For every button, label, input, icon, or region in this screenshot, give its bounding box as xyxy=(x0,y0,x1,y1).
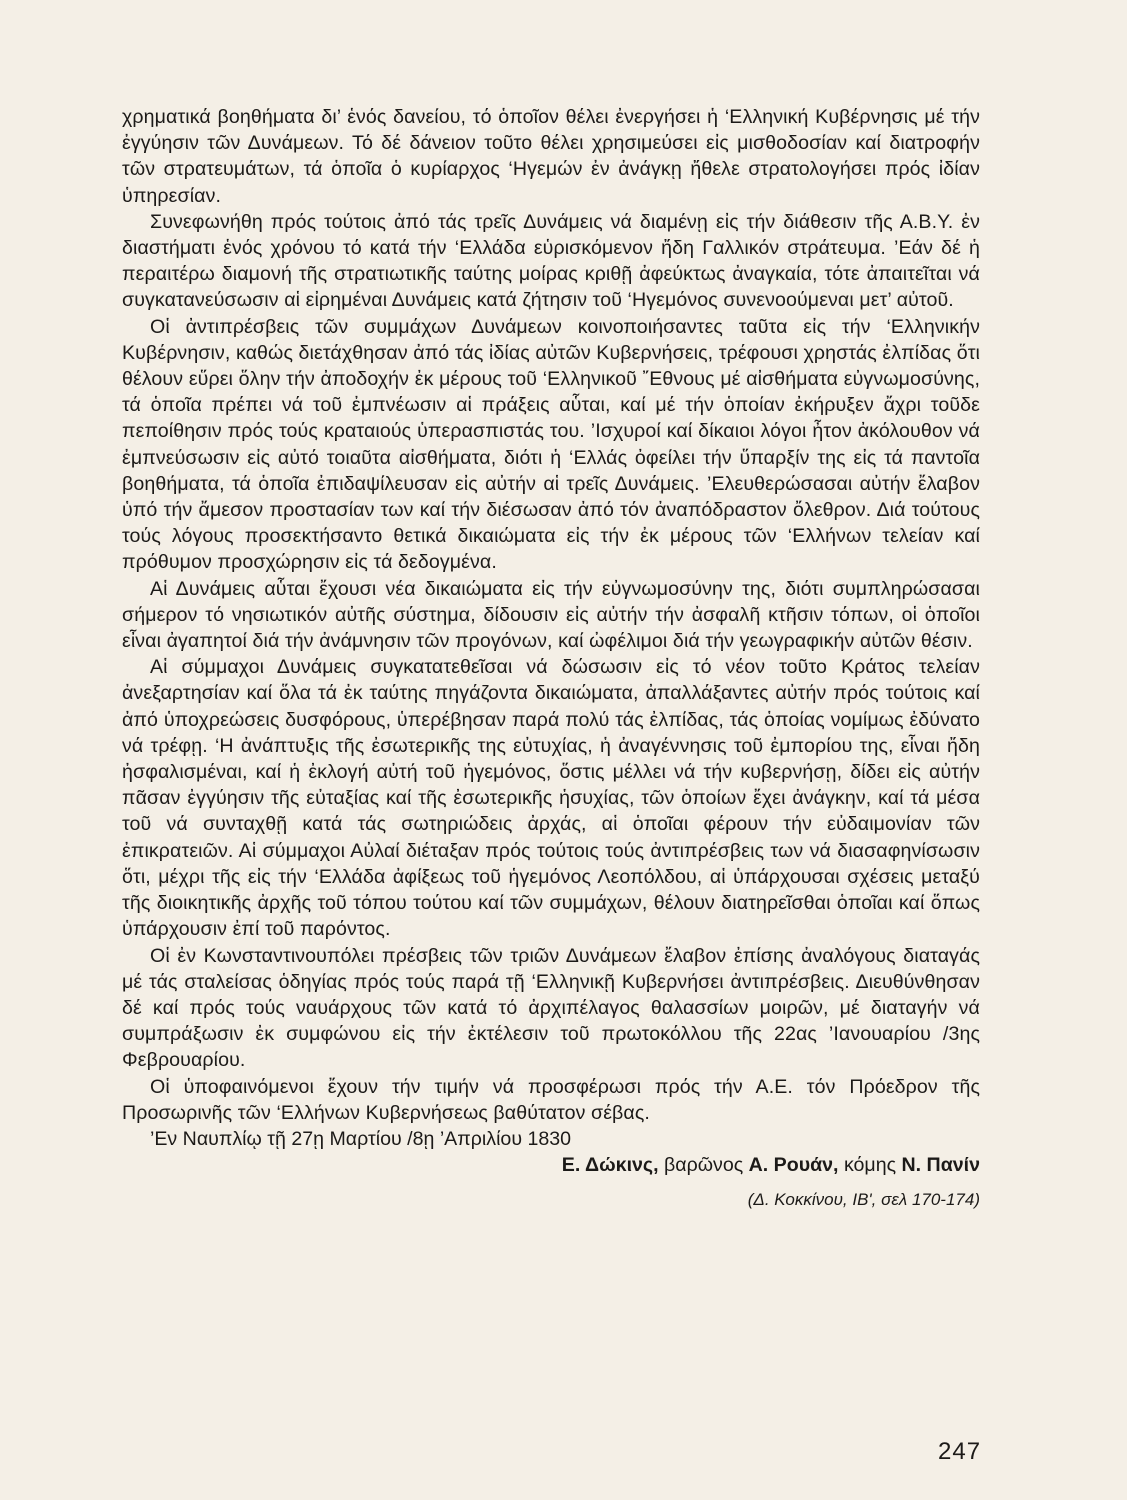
document-body xyxy=(122,104,980,1212)
paragraph-2: Συνεφωνήθη πρός τούτοις ἀπό τάς τρεῖς Δυνάμεις νά διαμένῃ εἰς τήν διάθεσιν τῆς Α.Β.Υ. ἐν διαστήματι ἑνός χρόνου τό κατά τήν ‘Ελλάδα εὑρισκόμενον ἤδη Γαλλικόν στράτευμα. ’Εάν δέ ἡ περαιτέρω διαμονή τῆς στρατιωτικῆς ταύτης μοίρας κριθῇ ἀφεύκτως ἀναγκαία, τότε ἀπαιτεῖται νά συγκατανεύσωσιν αἱ εἰρημέναι Δυνάμεις κατά ζήτησιν τοῦ ‘Ηγεμόνος συνενοούμεναι μετ’ αὐτοῦ. xyxy=(122,210,980,312)
paragraph-6: Οἱ ἐν Κωνσταντινουπόλει πρέσβεις τῶν τριῶν Δυνάμεων ἔλαβον ἐπίσης ἀναλόγους διαταγάς μέ τάς σταλείσας ὁδηγίας πρός τούς παρά τῇ ‘Ελληνικῇ Κυβερνήσει ἀντιπρέσβεις. Διευθύνθησαν δέ καί πρός τούς ναυάρχους τῶν κατά τό ἀρχιπέλαγος θαλασσίων μοιρῶν, μέ διαταγήν νά συμπράξωσιν ἐκ συμφώνου εἰς τήν ἐκτέλεσιν τοῦ πρωτοκόλλου τῆς 22ας ’Ιανουαρίου /3ης Φεβρουαρίου. xyxy=(122,944,980,1072)
paragraph-1: χρηματικά βοηθήματα δι’ ἑνός δανείου, τό ὁποῖον θέλει ἐνεργήσει ἡ ‘Ελληνική Κυβέρνησις μέ τήν ἐγγύησιν τῶν Δυνάμεων. Τό δέ δάνειον τοῦτο θέλει χρησιμεύσει εἰς μισθοδοσίαν καί διατροφήν τῶν στρατευμάτων, τά ὁποῖα ὁ κυρίαρχος ‘Ηγεμών ἐν ἀνάγκῃ ἤθελε στρατολογήσει πρός ἰδίαν ὑπηρεσίαν. xyxy=(122,106,980,207)
paragraph-3: Οἱ ἀντιπρέσβεις τῶν συμμάχων Δυνάμεων κοινοποιήσαντες ταῦτα εἰς τήν ‘Ελληνικήν Κυβέρνησιν, καθώς διετάχθησαν ἀπό τάς ἰδίας αὐτῶν Κυβερνήσεις, τρέφουσι χρηστάς ἐλπίδας ὅτι θέλουν εὕρει ὅλην τήν ἀποδοχήν ἐκ μέρους τοῦ ‘Ελληνικοῦ ῎Εθνους μέ αἰσθήματα εὐγνωμοσύνης, τά ὁποῖα πρέπει νά τοῦ ἐμπνέωσιν αἱ πράξεις αὗται, καί μέ τήν ὁποίαν ἐκήρυξεν ἄχρι τοῦδε πεποίθησιν πρός τούς κραταιούς ὑπερασπιστάς του. ’Ισχυροί καί δίκαιοι λόγοι ἦτον ἀκόλουθον νά ἐμπνεύσωσιν εἰς αὐτό τοιαῦτα αἰσθήματα, διότι ἡ ‘Ελλάς ὀφείλει τήν ὕπαρξίν της εἰς τά παντοῖα βοηθήματα, τά ὁποῖα ἐπιδαψίλευσαν εἰς αὐτήν αἱ τρεῖς Δυνάμεις. ’Ελευθερώσασαι αὐτήν ἔλαβον ὑπό τήν ἄμεσον προστασίαν των καί τήν διέσωσαν ἀπό τόν ἀναπόδραστον ὄλεθρον. Διά τούτους τούς λόγους προσεκτήσαντο θετικά δικαιώματα εἰς τήν ἐκ μέρους τῶν ‘Ελλήνων τελείαν καί πρόθυμον προσχώρησιν εἰς τά δεδογμένα. xyxy=(122,315,980,574)
source-citation: (Δ. Κοκκίνου, ΙΒ', σελ 170-174) xyxy=(747,1190,980,1210)
paragraph-4: Αἱ Δυνάμεις αὗται ἔχουσι νέα δικαιώματα εἰς τήν εὐγνωμοσύνην της, διότι συμπληρώσασαι σήμερον τό νησιωτικόν αὐτῆς σύστημα, δίδουσιν εἰς αὐτήν τήν ἀσφαλῆ κτῆσιν τόπων, οἱ ὁποῖοι εἶναι ἀγαπητοί διά τήν ἀνάμνησιν τῶν προγόνων, καί ὠφέλιμοι διά τήν γεωγραφικήν αὐτῶν θέσιν. xyxy=(122,577,980,653)
signatory-title-count: κόμης xyxy=(843,1154,897,1177)
page-number: 247 xyxy=(938,1438,982,1465)
signature-line xyxy=(122,1152,980,1178)
paragraph-5: Αἱ σύμμαχοι Δυνάμεις συγκατατεθεῖσαι νά δώσωσιν εἰς τό νέον τοῦτο Κράτος τελείαν ἀνεξαρτησίαν καί ὅλα τά ἐκ ταύτης πηγάζοντα δικαιώματα, ἀπαλλάξαντες αὐτήν πρός τούτοις καί ἀπό ὑποχρεώσεις δυσφόρους, ὑπερέβησαν παρά πολύ τάς ἐλπίδας, τάς ὁποίας νομίμως ἐδύνατο νά τρέφῃ. ‘Η ἀνάπτυξις τῆς ἐσωτερικῆς της εὐτυχίας, ἡ ἀναγέννησις τοῦ ἐμπορίου της, εἶναι ἤδη ἠσφαλισμέναι, καί ἡ ἐκλογή αὐτή τοῦ ἡγεμόνος, ὅστις μέλλει νά τήν κυβερνήσῃ, δίδει εἰς αὐτήν πᾶσαν ἐγγύησιν τῆς εὐταξίας καί τῆς ἐσωτερικῆς ἡσυχίας, τῶν ὁποίων ἔχει ἀνάγκην, καί τά μέσα τοῦ νά συνταχθῇ κατά τάς σωτηριώδεις ἀρχάς, αἱ ὁποῖαι φέρουν τήν εὐδαιμονίαν τῶν ἐπικρατειῶν. Αἱ σύμμαχοι Αὐλαί διέταξαν πρός τούτοις τούς ἀντιπρέσβεις των νά διασαφηνίσωσιν ὅτι, μέχρι τῆς εἰς τήν ‘Ελλάδα ἀφίξεως τοῦ ἡγεμόνος Λεοπόλδου, αἱ ὑπάρχουσαι σχέσεις μεταξύ τῆς διοικητικῆς ἀρχῆς τοῦ τόπου τούτου καί τῶν συμμάχων, θέλουν διατηρεῖσθαι ὁποῖαι καί ὅπως ὑπάρχουσιν ἐπί τοῦ παρόντος. xyxy=(122,656,980,941)
signatory-panin: Ν. Πανίν xyxy=(901,1154,980,1177)
signatory-title-baron: βαρῶνος xyxy=(664,1154,744,1177)
paragraph-7: Οἱ ὑποφαινόμενοι ἔχουν τήν τιμήν νά προσφέρωσι πρός τήν Α.Ε. τόν Πρόεδρον τῆς Προσωρινῆς τῶν ‘Ελλήνων Κυβερνήσεως βαθύτατον σέβας. xyxy=(122,1075,980,1124)
signatory-dawkins: Ε. Δώκινς, xyxy=(561,1154,659,1177)
signatory-rouen: Α. Ρουάν, xyxy=(748,1154,839,1177)
date-line: ’Εν Ναυπλίῳ τῇ 27ῃ Μαρτίου /8ῃ ’Απριλίου 1830 xyxy=(150,1127,572,1150)
